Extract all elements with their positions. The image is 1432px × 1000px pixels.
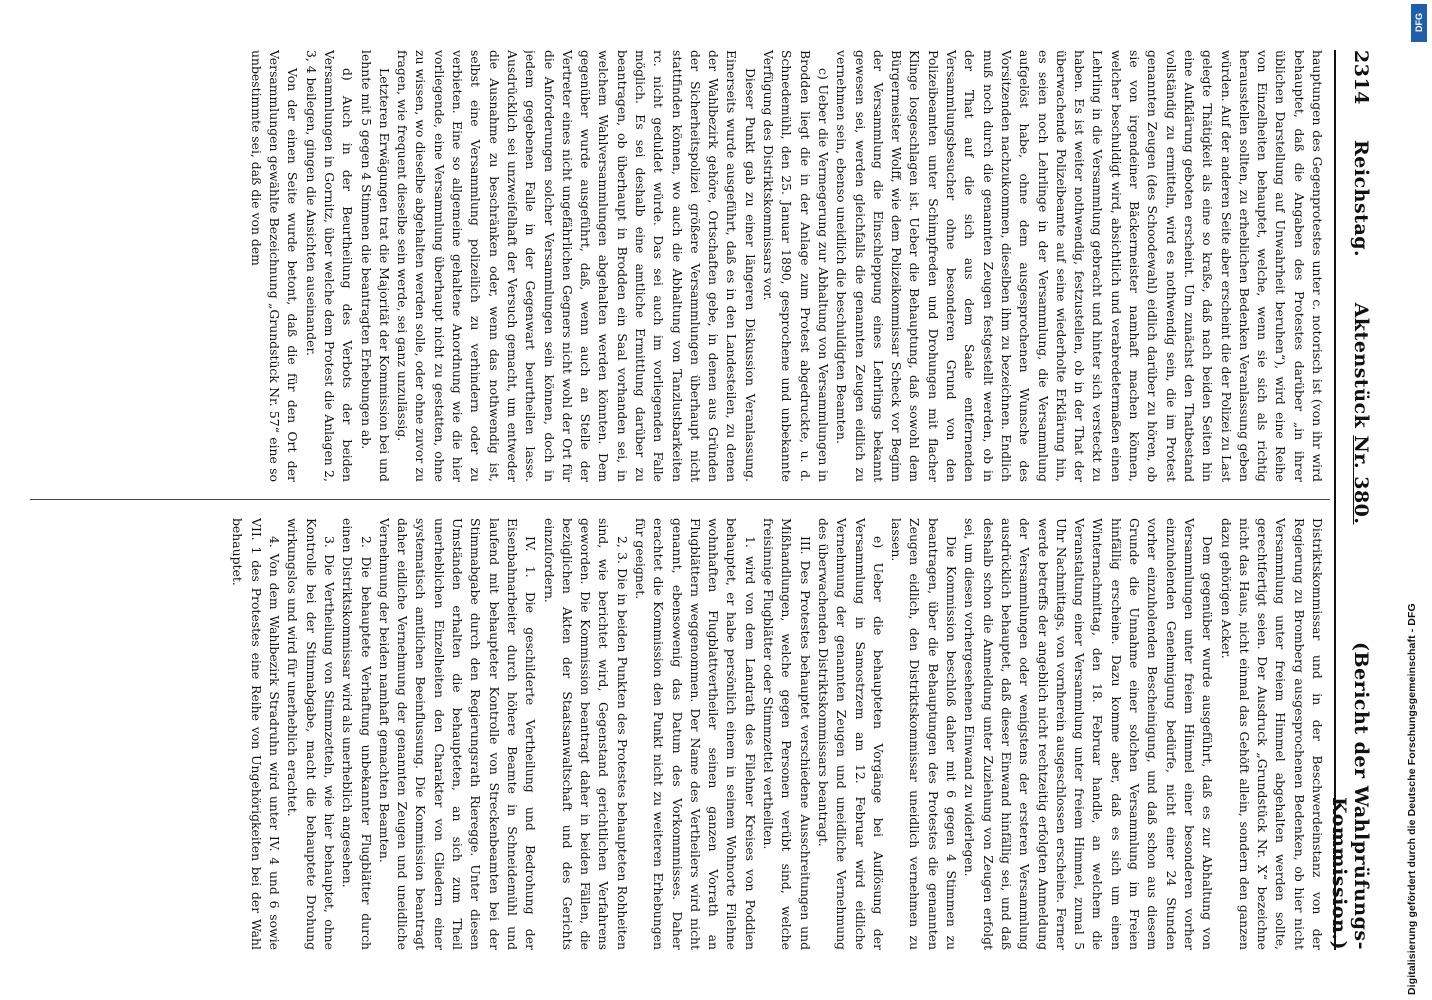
dfg-logo-text: DFG bbox=[1414, 13, 1424, 33]
right-column bbox=[36, 518, 1326, 950]
paragraph: Die Kommission beschloß daher mit 6 gegen 4 Stimmen zu beantragen, über die Behauptungen des Protestes die genannten Zeugen eidlich, den Distriktskommissar uneidlich vernehmen zu lassen. bbox=[889, 518, 960, 950]
paragraph: e) Ueber die behaupteten Vorgänge bei Auflösung der Versammlung in Samostrzem am 12. Februar wird eidliche Vernehmung der genannten Zeugen und uneidliche Vernehmung des überwachenden Distriktskommissars beantragt. bbox=[815, 518, 886, 950]
column-divider bbox=[30, 499, 1330, 500]
paragraph: Dieser Punkt gab zu einer längeren Diskussion Veranlassung. Einerseits wurde ausgeführt, daß es in den Landesteilen, zu denen der Wahlbezirk gehöre, Ortschaften gebe, in denen aus Gründen der Sicherheitspolizei größere Versammlungen überhaupt nicht stattfinden können, wo auch die Abhaltung von Tanzlustbarkeiten rc. nicht geduldet würde. Das sei auch im vorliegenden Falle möglich. Es sei deshalb eine amtliche Ermittlung darüber zu beantragen, ob überhaupt in Brodden ein Saal vorhanden sei, in welchem Wahlversammlungen abgehalten werden könnten. Dem gegenüber wurde ausgeführt, daß, wenn auch an Stelle der Vertreter eines nicht ungefährlichen Gegners nicht wohl der Ort für die Anforderungen solcher Versammlungen sein können, doch in jedem gegebenen Falle in der Gegenwart beurtheilen lasse. Ausdrücklich sei unzweifelhaft der Versuch gemacht, um entweder die Ausnahme zu beschränken oder, wenn das nothwendig ist, selbst eine Versammlung polizeilich zu verhindern oder zu verbieten. Eine so allgemeine gehaltene Anordnung wie die hier vorliegende, eine Versammlung überhaupt nicht zu gestatten, ohne zu wissen, wo dieselbe abgehalten werden solle, oder ohne zuvor zu fragen, wie frequent dieselbe sein werde, sei ganz unzulässig. bbox=[395, 50, 758, 482]
paragraph: IV. 1. Die geschilderte Vertheilung und Bedrohung der Eisenbahnarbeiter durch höhere Beamte in Schneidemühl und laufend mit behaupteter Kontrolle von Streckenbeamten bei der Stimmabgabe durch den Regierungsrath Rieregge. Unter diesen Umständen erhalten die behaupteten, an sich zum Theil unerheblichen Einzelheiten den Charakter von Gliedern einer systematisch amtlichen Beeinflussung. Die Kommission beantragt daher eidliche Vernehmung der genannten Zeugen und uneidliche Vernehmung der beiden namhaft gemachten Beamten. bbox=[376, 518, 539, 950]
paragraph: Distriktskommissar und in der Beschwerdeinstanz von der Regierung zu Bromberg ausgesprochenen Bedenken, ob hier nicht Versammlung unter freiem Himmel abgehalten werden sollte, gerechtfertigt seien. Der Ausdruck „Grundstück Nr. X“ bezeichne nicht das Haus, nicht einmal das Gehöft allein, sondern den ganzen dazu gehörigen Acker. bbox=[1218, 518, 1325, 950]
paragraph: Dem gegenüber wurde ausgeführt, daß es zur Abhaltung von Versammlungen unter freiem Himmel einer besonderen vorher einzuholenden Genehmigung bedürfe, nicht einer 24 Stunden vorher einzuholenden Bescheinigung, und daß schon aus diesem Grunde die Unnahme einer solchen Versammlung im Freien hinfällig erscheine. Dazu komme aber, daß es sich um einen Winternachmittag, den 18. Februar handle, an welchem die Veranstaltung einer Versammlung unter freiem Himmel, zumal 5 Uhr Nachmittags, von vornherein ausgeschlossen erscheine. Ferner werde betreffs der angeblich nicht rechtzeitig erfolgten Anmeldung der Versammlungen oder wenigstens der ersteren Versammlung ausdrücklich behauptet, daß dieser Einwand hinfällig sei, und daß deshalb schon die Anmeldung unter Zuziehung von Zeugen erfolgt sei, um diesen vorhergesehenen Einwand zu widerlegen. bbox=[962, 518, 1216, 950]
page-header bbox=[1328, 50, 1372, 950]
left-column bbox=[36, 50, 1326, 482]
header-rule bbox=[1334, 50, 1336, 950]
paragraph: III. Des Protestes behauptet verschiedene Ausschreitungen und Mißhandlungen, welche gegen Personen verübt sind, welche freisinnige Flugblätter oder Stimmzettel vertheilten. bbox=[761, 518, 813, 950]
digitization-credit: Digitalisierung gefördert durch die Deutsche Forschungsgemeinschaft - DFG bbox=[1406, 603, 1418, 995]
paragraph: d) Auch in der Beurtheilung des Verbots der beiden Versammlungen in Gornitz, über welche dem Protest die Anlagen 2, 3, 4 beilegen, gingen die Ansichten auseinander. bbox=[303, 50, 356, 482]
paragraph: Von der einen Seite wurde betont, daß die für den Ort der Versammlungen gewählte Bezeichnung „Grundstück Nr. 57“ eine so unbestimmte sei, daß die von dem bbox=[248, 50, 301, 482]
paragraph: 3. Die Vertheilung von Stimmzetteln, wie hier behauptet, ohne Kontrolle bei der Stimmabgabe, macht die behauptete Drohung wirkungslos und wird für unerheblich erachtet. bbox=[285, 518, 337, 950]
paragraph: c) Ueber die Vermegerung zur Abhaltung von Versammlungen in Brodden liegt die in der Anlage zum Protest abgedruckte, u. d. Schnedemühl, den 25. Januar 1890, gesprochene und unbekannte Verfügung des Distriktskommissars vor. bbox=[761, 50, 831, 482]
paragraph: 4. Von dem Wahlbezirk Stradruhn wird unter IV. 4 und 6 sowie VII. 1 des Protestes eine Reihe von Ungehörigkeiten bei der Wahl behauptet. bbox=[230, 518, 283, 950]
header-number: Nr. 380. bbox=[1350, 435, 1372, 525]
paragraph: Letzteren Erwägungen trat die Majorität der Kommission bei und lehnte mit 5 gegen 4 Stimmen die beantragten Erhebungen ab. bbox=[358, 50, 392, 482]
header-right-title: (Bericht der Wahlprüfungs-Kommission.) bbox=[1328, 642, 1372, 950]
paragraph: hauptungen des Gegenprotestes unter c. notorisch ist (von ihr wird behauptet, daß die Angaben des Protestes darüber „in ihrer üblichen Darstellung auf Unwahrheit beruhen“), wird eine Reihe von Einzelheiten behauptet, welche, wenn sie sich als richtig herausstellen sollten, zu erheblichen Bedenken Veranlassung geben würden. Auf der anderen Seite aber erscheint die der Polizei zu Last gelegte Thätigkeit als eine so kraße, daß nach beiden Seiten hin eine Aufklärung geboten erscheint. Um zunächst den Thatbestand vollständig zu ermitteln, wird es nothwendig sein, die im Protest genannten Zeugen (des Schoodewahl) eidlich darüber zu hören, ob sie von irgendeiner Bäckermeister namhaft machen können, welcher beschuldigt wird, absichtlich und verabredetermaßen einen Lehrling in die Versammlung gebracht und hinter sich versteckt zu haben. Es ist weiter nothwendig, festzustellen, ob in der That der überwachende Polizeibeamte auf seine wiederholte Erklärung hin, es seien noch Lehrlinge in der Versammlung, die Versammlung aufgelöst habe, ohne dem ausgesprochenen Wunsche des Vorsitzenden nachzukommen, dieselben ihm zu bezeichnen. Endlich muß noch durch die genannten Zeugen festgestellt werden, ob in der That auf die sich aus dem Saale entfernenden Versammlungsbesucher ohne besonderen Grund von den Polizeibeamten unter Schimpfreden und Drohungen mit flacher Klinge losgeschlagen ist. Ueber die Behauptung, daß sowohl dem Bürgermeister Wolff, wie dem Polizeikommissar Scheck vor Beginn der Versammlung die Einschleppung eines Lehrlings bekannt gewesen sei, werden gleichfalls die genannten Zeugen eidlich zu vernehmen sein, ebenso uneidlich die beschuldigten Beamten. bbox=[834, 50, 1325, 482]
paragraph: 2, 3. Die in beiden Punkten des Protestes behaupteten Rohheiten sind, wie berichtet wird, Gegenstand gerichtlichen Verfahrens geworden. Die Kommission beantragt daher in beiden Fällen, die bezüglichen Akten der Staatsanwaltschaft und des Gerichts einzufordern. bbox=[541, 518, 630, 950]
header-left-title: Reichstag. bbox=[1350, 140, 1372, 258]
header-center-title bbox=[1350, 257, 1372, 570]
dfg-logo bbox=[1411, 4, 1427, 42]
page-number: 2314 bbox=[1350, 50, 1372, 105]
header-aktenstueck: Aktenstück bbox=[1350, 302, 1372, 429]
paragraph: 1. wird von dem Landrath des Filehner Kreises von Poddien behauptet, er habe persönlich einem in seinem Wohnorte Filehne wohnhaften Flugblattvertheiler seinen ganzen Vorrath an Flugblättern weggenommen. Der Name des Vertheilers wird nicht genannt, ebensowenig das Datum des Vorkommnisses. Daher erachtet die Kommission den Punkt nicht zu weiteren Erhebungen für geeignet. bbox=[633, 518, 758, 950]
paragraph: 2. Die behauptete Verhaftung unbekannter Flugblätter durch einen Distriktskommissar wird als unerheblich angesehen. bbox=[340, 518, 374, 950]
